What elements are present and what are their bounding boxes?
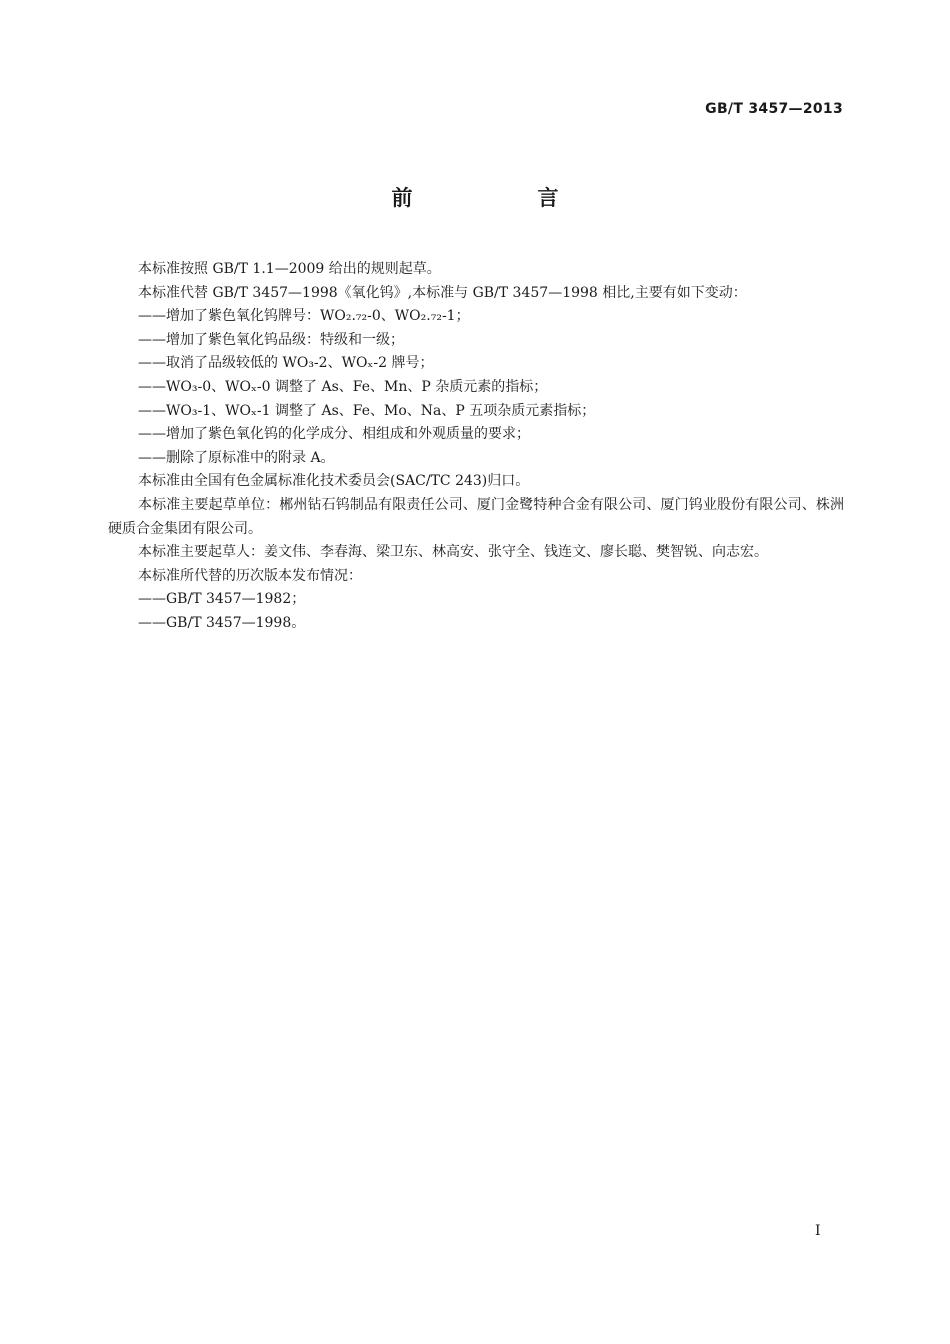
- change-item-7: ——删除了原标准中的附录 A。: [138, 449, 335, 466]
- foreword-body: [108, 258, 844, 636]
- paragraph-drafters: 本标准主要起草人：姜文伟、李春海、梁卫东、林高安、张守全、钱连文、廖长聪、樊智锐、向志宏。: [138, 544, 768, 561]
- change-item-4: ——WO₃-0、WOₓ-0 调整了 As、Fe、Mn、P 杂质元素的指标；: [138, 378, 548, 395]
- paragraph-history: 本标准所代替的历次版本发布情况：: [138, 567, 362, 584]
- paragraph-drafting-rules: 本标准按照 GB/T 1.1—2009 给出的规则起草。: [138, 261, 441, 277]
- history-item-2: ——GB/T 3457—1998。: [138, 614, 306, 631]
- change-item-3: ——取消了品级较低的 WO₃-2、WOₓ-2 牌号；: [138, 355, 434, 372]
- paragraph-drafting-units: 本标准主要起草单位：郴州钻石钨制品有限责任公司、厦门金鹭特种合金有限公司、厦门钨业股份有限公司、株洲硬质合金集团有限公司。: [108, 496, 844, 537]
- page-title: 前 言: [391, 186, 611, 210]
- history-item-1: ——GB/T 3457—1982；: [138, 591, 306, 608]
- standard-code: GB/T 3457—2013: [705, 101, 843, 117]
- paragraph-replaces: 本标准代替 GB/T 3457—1998《氧化钨》,本标准与 GB/T 3457—1998 相比,主要有如下变动：: [138, 284, 747, 301]
- change-item-6: ——增加了紫色氧化钨的化学成分、相组成和外观质量的要求；: [138, 426, 530, 443]
- change-item-2: ——增加了紫色氧化钨品级：特级和一级；: [138, 331, 404, 348]
- page-number: I: [815, 1223, 821, 1239]
- paragraph-committee: 本标准由全国有色金属标准化技术委员会(SAC/TC 243)归口。: [138, 473, 530, 490]
- change-item-1: ——增加了紫色氧化钨牌号：WO₂.₇₂-0、WO₂.₇₂-1；: [138, 308, 470, 325]
- change-item-5: ——WO₃-1、WOₓ-1 调整了 As、Fe、Mo、Na、P 五项杂质元素指标；: [138, 402, 596, 419]
